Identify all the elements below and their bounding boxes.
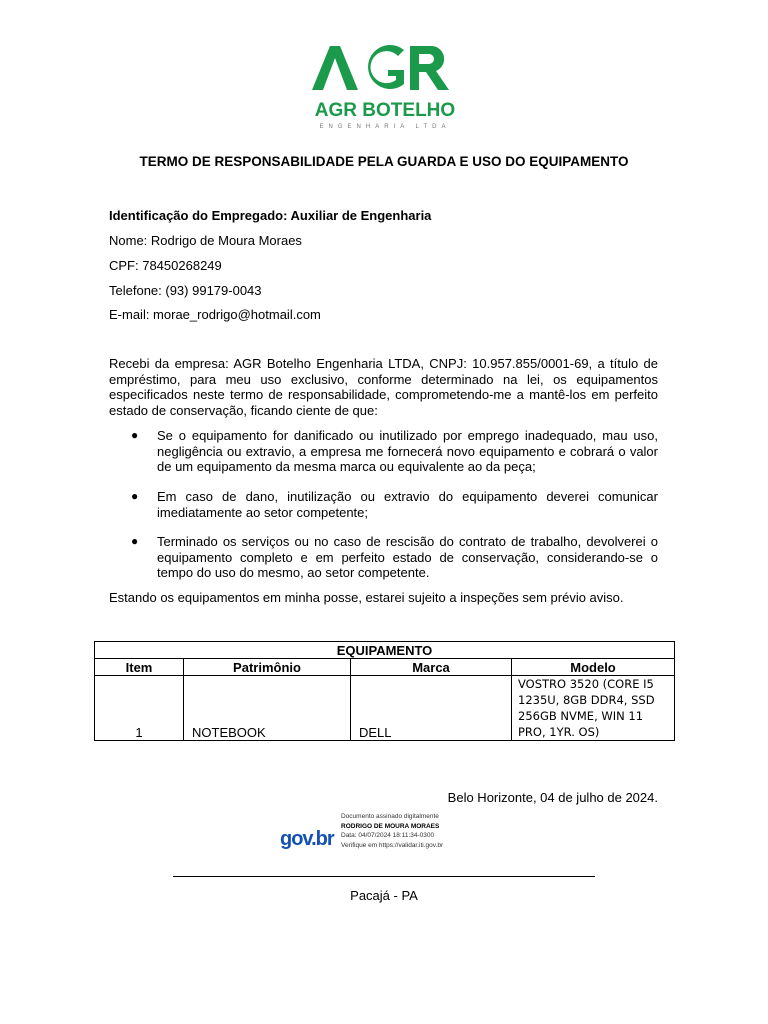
- govbr-logo: [280, 828, 334, 851]
- list-item-text: Terminado os serviços ou no caso de rescisão do contrato de trabalho, devolverei o equipamento completo e em perfeito estado de conservação, considerando-se o tempo do uso do mesmo, ao setor competente.: [157, 534, 658, 580]
- cell-patrimonio: NOTEBOOK: [184, 676, 351, 741]
- employee-email: E-mail: morae_rodrigo@hotmail.com: [109, 307, 321, 322]
- bullet-icon: ●: [131, 428, 139, 442]
- signature-line: [173, 876, 595, 877]
- employee-cpf: CPF: 78450268249: [109, 258, 222, 273]
- employee-heading: Identificação do Empregado: Auxiliar de Engenharia: [109, 208, 432, 223]
- header-modelo: Modelo: [512, 659, 675, 676]
- govbr-brand: gov.br: [280, 828, 334, 850]
- closing-statement: Estando os equipamentos em minha posse, estarei sujeito a inspeções sem prévio aviso.: [109, 590, 624, 605]
- logo-tagline: ENGENHARIA LTDA: [319, 124, 451, 130]
- header-marca: Marca: [351, 659, 512, 676]
- digital-signature: [341, 812, 443, 850]
- intro-paragraph: Recebi da empresa: AGR Botelho Engenharia LTDA, CNPJ: 10.957.855/0001-69, a título de empréstimo, para meu uso exclusivo, conforme determinado na lei, os equipamentos especificados neste termo de responsabilidade, comprometendo-me a mantê-los em perfeito estado de conservação, ficando ciente de que:: [109, 356, 658, 418]
- company-logo: [300, 40, 470, 132]
- signer-location: Pacajá - PA: [350, 888, 418, 903]
- header-item: Item: [95, 659, 184, 676]
- header-patrimonio: Patrimônio: [184, 659, 351, 676]
- cell-modelo: VOSTRO 3520 (CORE I5 1235U, 8GB DDR4, SSD 256GB NVME, WIN 11 PRO, 1YR. OS): [512, 676, 675, 741]
- city-date: Belo Horizonte, 04 de julho de 2024.: [447, 790, 658, 805]
- list-item: [109, 489, 658, 520]
- equipment-table: [94, 641, 675, 741]
- table-row: [95, 676, 675, 741]
- list-item: [109, 534, 658, 581]
- signer-name: RODRIGO DE MOURA MORAES: [341, 822, 440, 830]
- employee-phone: Telefone: (93) 99179-0043: [109, 283, 262, 298]
- logo-name: AGR BOTELHO: [314, 100, 456, 121]
- signature-date: Data: 04/07/2024 18:11:34-0300: [341, 832, 435, 839]
- agr-mark-icon: [312, 45, 449, 90]
- cell-item: 1: [95, 676, 184, 741]
- table-caption: EQUIPAMENTO: [95, 642, 675, 659]
- bullet-icon: ●: [131, 489, 139, 503]
- cell-marca: DELL: [351, 676, 512, 741]
- employee-name: Nome: Rodrigo de Moura Moraes: [109, 233, 302, 248]
- bullet-icon: ●: [131, 534, 139, 548]
- signature-line-1: Documento assinado digitalmente: [341, 813, 439, 820]
- list-item: [109, 428, 658, 475]
- document-title: TERMO DE RESPONSABILIDADE PELA GUARDA E USO DO EQUIPAMENTO: [139, 154, 629, 169]
- list-item-text: Em caso de dano, inutilização ou extravio do equipamento deverei comunicar imediatamente ao setor competente;: [157, 489, 658, 520]
- signature-verify: Verifique em https://validar.iti.gov.br: [341, 841, 444, 849]
- list-item-text: Se o equipamento for danificado ou inutilizado por emprego inadequado, mau uso, negligência ou extravio, a empresa me fornecerá novo equipamento e cobrará o valor de um equipamento da mesma marca ou equivalente ao da peça;: [157, 428, 658, 474]
